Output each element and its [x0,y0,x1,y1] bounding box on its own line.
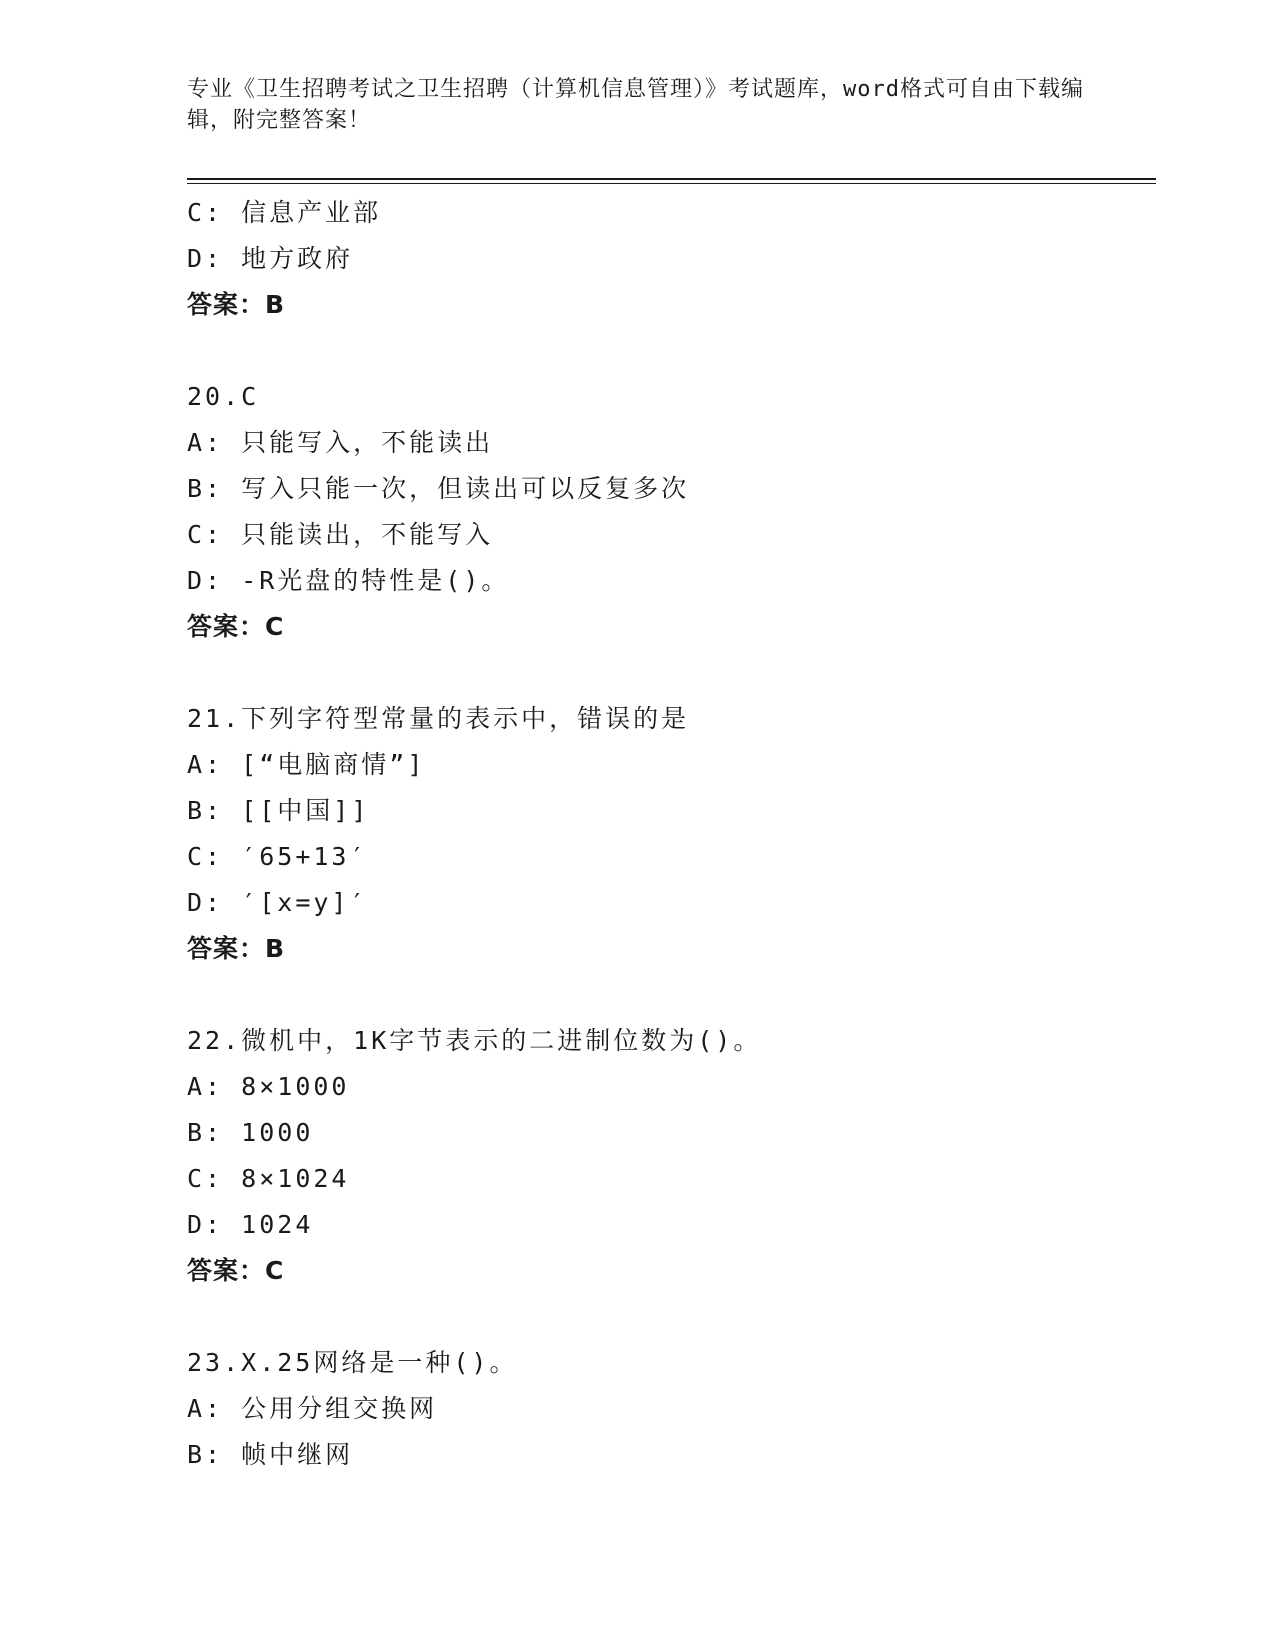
question-list [187,190,1147,1478]
option-c: C: 信息产业部 [187,198,382,227]
question-23 [187,1340,1147,1478]
question-20 [187,374,1147,650]
option-d: D: ′[x=y]′ [187,888,368,917]
option-d: D: 1024 [187,1210,314,1239]
answer-line: 答案：C [187,612,285,641]
option-a: A: [“电脑商情”] [187,750,426,779]
option-c: C: 8×1024 [187,1164,350,1193]
option-d: D: -R光盘的特性是()。 [187,566,510,595]
question-19-continuation [187,190,1147,328]
question-stem: 22.微机中，1K字节表示的二进制位数为()。 [187,1026,762,1055]
option-a: A: 公用分组交换网 [187,1394,438,1423]
question-22 [187,1018,1147,1294]
option-b: B: [[中国]] [187,796,370,825]
question-21 [187,696,1147,972]
answer-line: 答案：B [187,934,286,963]
option-b: B: 1000 [187,1118,314,1147]
option-a: A: 8×1000 [187,1072,350,1101]
option-b: B: 帧中继网 [187,1440,354,1469]
header-rule-thick [187,178,1156,180]
answer-line: 答案：B [187,290,286,319]
option-b: B: 写入只能一次，但读出可以反复多次 [187,474,690,503]
option-c: C: 只能读出，不能写入 [187,520,494,549]
option-c: C: ′65+13′ [187,842,368,871]
option-a: A: 只能写入，不能读出 [187,428,494,457]
header-rule-thin [187,183,1156,184]
question-stem: 23.X.25网络是一种()。 [187,1348,518,1377]
answer-line: 答案：C [187,1256,285,1285]
option-d: D: 地方政府 [187,244,354,273]
question-stem: 20.C [187,382,260,411]
document-header: 专业《卫生招聘考试之卫生招聘（计算机信息管理）》考试题库，word格式可自由下载编辑，附完整答案！ [187,77,1084,133]
question-stem: 21.下列字符型常量的表示中，错误的是 [187,704,690,733]
